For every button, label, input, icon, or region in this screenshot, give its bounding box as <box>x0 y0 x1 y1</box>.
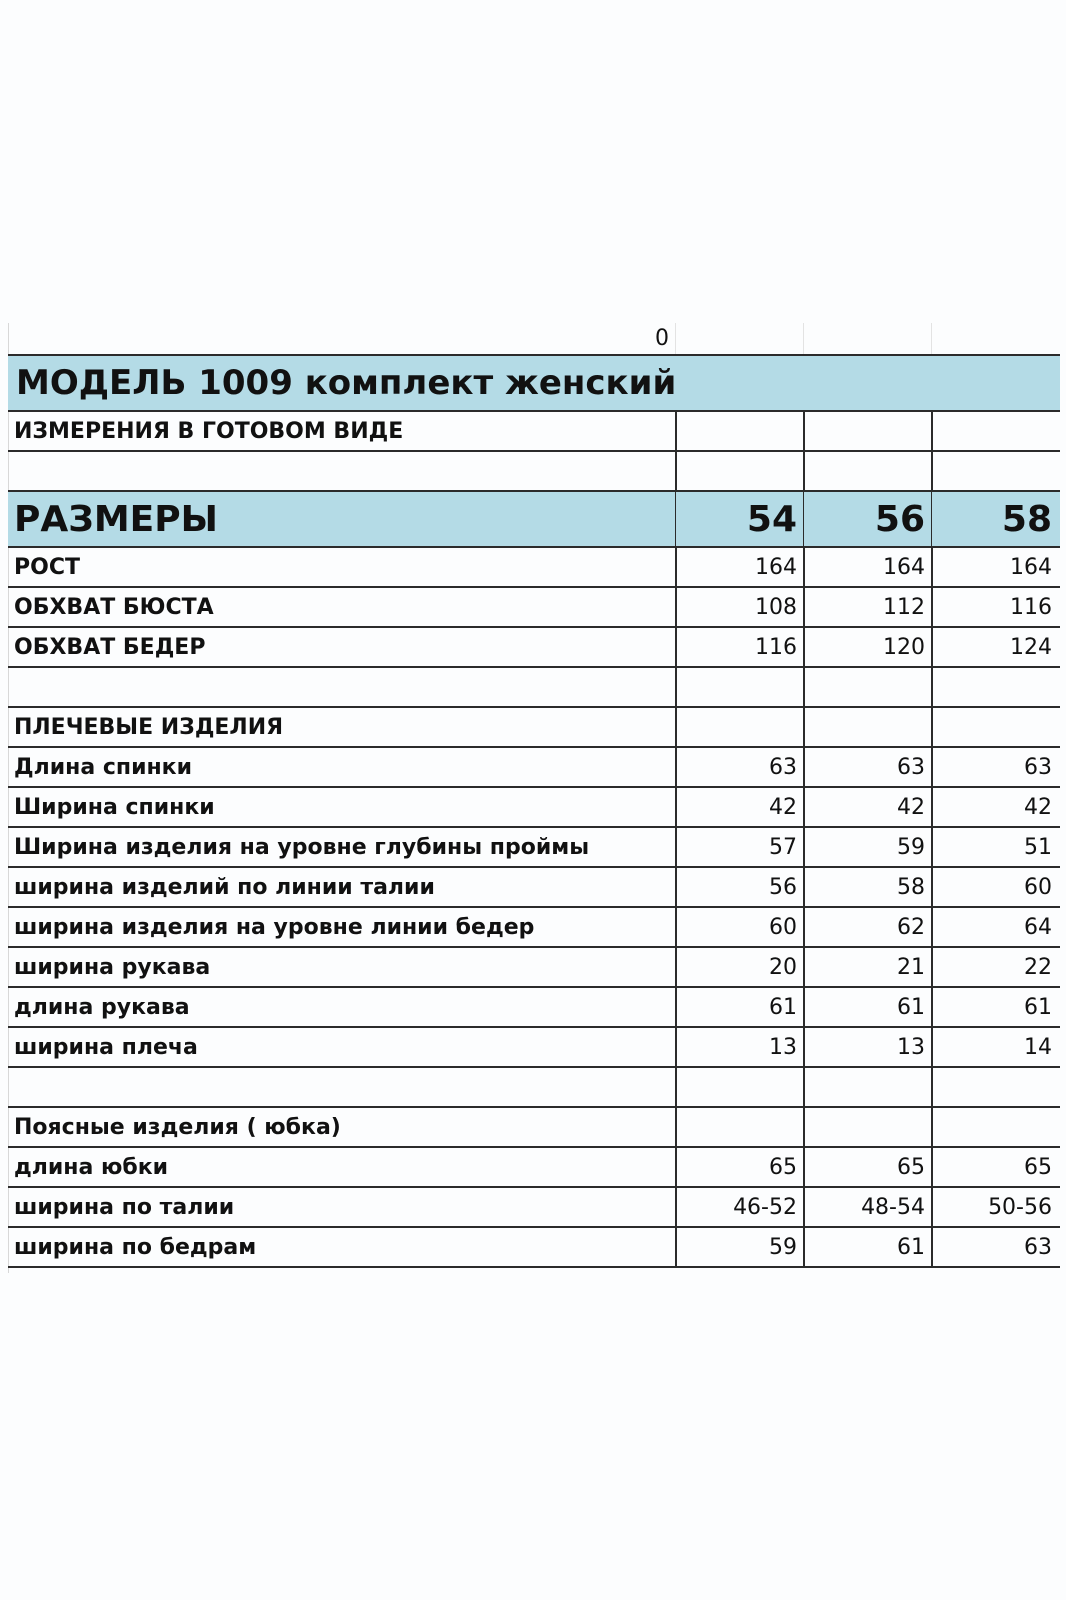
table-row <box>8 588 1060 628</box>
table-row <box>8 1028 1060 1068</box>
blank-row <box>8 1068 1060 1108</box>
table-row <box>8 1228 1060 1268</box>
row-label[interactable]: длина юбки <box>14 1154 169 1180</box>
value-cell[interactable]: 120 <box>803 628 931 666</box>
empty-cell[interactable] <box>931 412 1058 450</box>
row-label[interactable]: Ширина изделия на уровне глубины проймы <box>14 834 590 860</box>
table-row <box>8 748 1060 788</box>
empty-cell[interactable] <box>931 668 1058 706</box>
size-header[interactable]: 54 <box>675 492 803 546</box>
empty-cell[interactable] <box>675 708 803 746</box>
value-cell[interactable]: 61 <box>803 988 931 1026</box>
value-cell[interactable]: 48-54 <box>803 1188 931 1226</box>
empty-cell[interactable] <box>931 323 1058 354</box>
value-cell[interactable]: 112 <box>803 588 931 626</box>
empty-cell[interactable] <box>931 1108 1058 1146</box>
value-cell[interactable]: 116 <box>931 588 1058 626</box>
row-label[interactable]: ОБХВАТ БЕДЕР <box>14 634 206 660</box>
blank-row <box>8 452 1060 492</box>
table-row <box>8 948 1060 988</box>
empty-cell[interactable] <box>675 1108 803 1146</box>
value-cell[interactable]: 65 <box>931 1148 1058 1186</box>
empty-cell[interactable] <box>803 323 931 354</box>
shoulder-section-title[interactable]: ПЛЕЧЕВЫЕ ИЗДЕЛИЯ <box>14 714 284 740</box>
table-row <box>8 1188 1060 1228</box>
value-cell[interactable]: 20 <box>675 948 803 986</box>
size-chart-sheet <box>8 323 1060 1268</box>
empty-cell[interactable] <box>675 452 803 490</box>
value-cell[interactable]: 21 <box>803 948 931 986</box>
empty-cell[interactable] <box>675 323 803 354</box>
table-row <box>8 788 1060 828</box>
table-row <box>8 1148 1060 1188</box>
top-value-cell[interactable]: 0 <box>655 326 669 351</box>
empty-cell[interactable] <box>675 668 803 706</box>
empty-cell[interactable] <box>931 452 1058 490</box>
value-cell[interactable]: 46-52 <box>675 1188 803 1226</box>
title-row <box>8 356 1060 412</box>
value-cell[interactable]: 59 <box>803 828 931 866</box>
value-cell[interactable]: 164 <box>931 548 1058 586</box>
value-cell[interactable]: 164 <box>803 548 931 586</box>
table-row <box>8 548 1060 588</box>
value-cell[interactable]: 60 <box>931 868 1058 906</box>
empty-cell[interactable] <box>803 452 931 490</box>
table-row <box>8 828 1060 868</box>
value-cell[interactable]: 13 <box>803 1028 931 1066</box>
empty-cell[interactable] <box>803 1108 931 1146</box>
sizes-label[interactable]: РАЗМЕРЫ <box>14 498 218 540</box>
empty-cell[interactable] <box>675 1068 803 1106</box>
value-cell[interactable]: 51 <box>931 828 1058 866</box>
table-row <box>8 908 1060 948</box>
empty-cell[interactable] <box>931 1068 1058 1106</box>
blank-row <box>8 668 1060 708</box>
value-cell[interactable]: 63 <box>931 748 1058 786</box>
size-header[interactable]: 56 <box>803 492 931 546</box>
row-label[interactable]: ширина изделия на уровне линии бедер <box>14 914 535 940</box>
value-cell[interactable]: 42 <box>931 788 1058 826</box>
value-cell[interactable]: 164 <box>675 548 803 586</box>
value-cell[interactable]: 14 <box>931 1028 1058 1066</box>
value-cell[interactable]: 62 <box>803 908 931 946</box>
value-cell[interactable]: 64 <box>931 908 1058 946</box>
value-cell[interactable]: 22 <box>931 948 1058 986</box>
table-row <box>8 988 1060 1028</box>
value-cell[interactable]: 56 <box>675 868 803 906</box>
waist-section-title[interactable]: Поясные изделия ( юбка) <box>14 1114 341 1140</box>
row-label[interactable]: ширина плеча <box>14 1034 198 1060</box>
row-label[interactable]: ширина по талии <box>14 1194 235 1220</box>
value-cell[interactable]: 13 <box>675 1028 803 1066</box>
value-cell[interactable]: 61 <box>675 988 803 1026</box>
value-cell[interactable]: 108 <box>675 588 803 626</box>
value-cell[interactable]: 65 <box>803 1148 931 1186</box>
value-cell[interactable]: 116 <box>675 628 803 666</box>
empty-cell[interactable] <box>803 412 931 450</box>
value-cell[interactable]: 61 <box>931 988 1058 1026</box>
empty-cell[interactable] <box>803 708 931 746</box>
row-label[interactable]: Длина спинки <box>14 754 193 780</box>
empty-cell[interactable] <box>8 1068 675 1106</box>
value-cell[interactable]: 58 <box>803 868 931 906</box>
value-cell[interactable]: 61 <box>803 1228 931 1266</box>
value-cell[interactable]: 60 <box>675 908 803 946</box>
value-cell[interactable]: 63 <box>803 748 931 786</box>
empty-cell[interactable] <box>803 668 931 706</box>
empty-cell[interactable] <box>8 668 675 706</box>
empty-cell[interactable] <box>675 412 803 450</box>
row-label[interactable]: ширина по бедрам <box>14 1234 257 1260</box>
empty-cell[interactable] <box>8 452 675 490</box>
value-cell[interactable]: 65 <box>675 1148 803 1186</box>
value-cell[interactable]: 63 <box>675 748 803 786</box>
value-cell[interactable]: 42 <box>803 788 931 826</box>
model-title[interactable]: МОДЕЛЬ 1009 комплект женский <box>16 363 677 403</box>
value-cell[interactable]: 63 <box>931 1228 1058 1266</box>
top-row <box>8 323 1060 356</box>
sizes-header-row <box>8 492 1060 548</box>
subtitle-row <box>8 412 1060 452</box>
section-row <box>8 708 1060 748</box>
row-label[interactable]: Ширина спинки <box>14 794 215 820</box>
row-label[interactable]: ширина изделий по линии талии <box>14 874 435 900</box>
empty-cell[interactable] <box>931 708 1058 746</box>
empty-cell[interactable] <box>803 1068 931 1106</box>
value-cell[interactable]: 42 <box>675 788 803 826</box>
row-label[interactable]: ОБХВАТ БЮСТА <box>14 594 214 620</box>
row-label[interactable]: ширина рукава <box>14 954 211 980</box>
row-label[interactable]: длина рукава <box>14 994 190 1020</box>
table-row <box>8 628 1060 668</box>
measurements-subtitle[interactable]: ИЗМЕРЕНИЯ В ГОТОВОМ ВИДЕ <box>14 418 404 444</box>
value-cell[interactable]: 124 <box>931 628 1058 666</box>
value-cell[interactable]: 57 <box>675 828 803 866</box>
section-row <box>8 1108 1060 1148</box>
table-row <box>8 868 1060 908</box>
size-header[interactable]: 58 <box>931 492 1058 546</box>
row-label[interactable]: РОСТ <box>14 554 80 580</box>
value-cell[interactable]: 50-56 <box>931 1188 1058 1226</box>
value-cell[interactable]: 59 <box>675 1228 803 1266</box>
